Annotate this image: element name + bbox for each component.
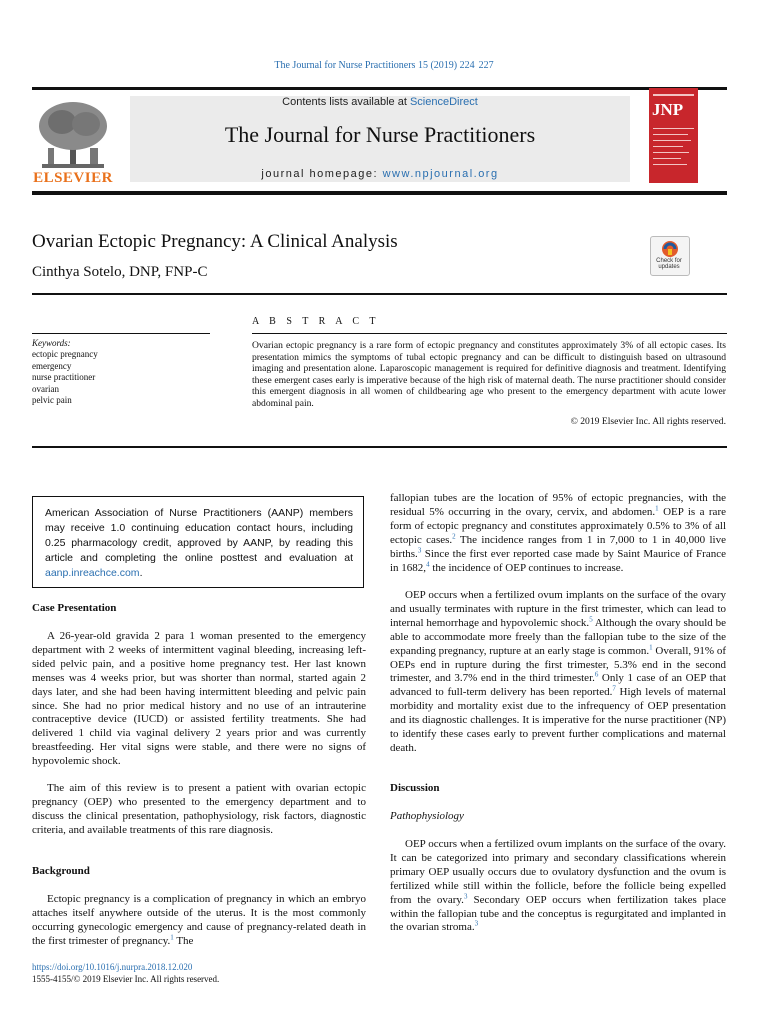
citation-ref[interactable]: 2	[452, 532, 456, 541]
keyword[interactable]: ovarian	[32, 383, 59, 394]
aanp-ce-end: .	[139, 567, 143, 579]
citation-ref[interactable]: 1	[655, 504, 659, 513]
citation-ref[interactable]: 3	[463, 891, 468, 900]
aanp-ce-body: American Association of Nurse Practitioners (AANP) members may receive 1.0 continuing education contact hours, including 0.25 pharmacology credit, approved by AANP, by reading this article and completing the online posttest and evaluation at	[45, 507, 353, 564]
case-paragraph-2: The aim of this review is to present a patient with ovarian ectopic pregnancy (OEP) who presented to the emergency department and to discuss the clinical presentation, pathophysiology, risk factors, diagnostic criteria, and available treatments of this rare diagnosis.	[32, 782, 366, 836]
intro-paragraph-1	[390, 492, 726, 575]
check-updates-icon	[651, 237, 689, 259]
article-title: Ovarian Ectopic Pregnancy: A Clinical Analysis	[32, 231, 398, 252]
doi-link[interactable]: https://doi.org/10.1016/j.nurpra.2018.12.020	[32, 962, 193, 972]
keyword[interactable]: pelvic pain	[32, 395, 72, 406]
header-bottom-rule	[32, 191, 727, 195]
citation-ref[interactable]: 6	[594, 670, 599, 679]
pathophysiology-paragraph-1	[390, 838, 726, 935]
homepage-prefix: journal homepage:	[261, 168, 383, 180]
check-updates-label: Check for updates	[656, 258, 682, 270]
para-text: OEP occurs when a fertilized ovum implants on the surface of the ovary. It can be categorized into primary and secondary classifications wherein primary OEP usually occurs due to ovulatory dysfunction and the ovum is fertilized while still within the follicle, before the follicle being expelled from the ovary.	[390, 838, 726, 906]
journal-citation[interactable]: The Journal for Nurse Practitioners 15 (2019) 224 227	[274, 60, 494, 71]
citation-ref[interactable]: 5	[589, 615, 593, 624]
abstract-rule	[252, 333, 727, 334]
cover-jnp-text: JNP	[652, 100, 684, 119]
para-text: Secondary OEP occurs when fertilization takes place within the fallopian tube and the conceptus is regurgitated and implanted in the ovarian stroma.	[390, 893, 726, 934]
contents-line	[130, 96, 630, 108]
citation-ref[interactable]: 3	[417, 545, 422, 554]
abstract-copyright: © 2019 Elsevier Inc. All rights reserved.	[570, 416, 726, 427]
background-paragraph-1	[32, 893, 366, 949]
sciencedirect-link[interactable]: ScienceDirect	[409, 96, 478, 108]
elsevier-wordmark: ELSEVIER	[33, 170, 113, 186]
para-text: The incidence ranges from 1 in 7,000 to 1 in 40,000 live births.	[390, 533, 726, 560]
journal-homepage	[130, 168, 630, 180]
intro-paragraph-2	[390, 589, 726, 756]
contents-prefix: Contents lists available at	[282, 96, 410, 108]
para-text: High levels of maternal morbidity and mortality exist due to the infrequency of OEP presentation and its diagnostic challenges. It is imperative for the nurse practitioner (NP) to identify these cases early to prevent further complications and maternal death.	[390, 686, 726, 754]
keyword[interactable]: ectopic pregnancy	[32, 349, 98, 359]
citation-ref[interactable]: 3	[474, 919, 479, 928]
section-heading-background: Background	[32, 865, 90, 877]
keywords-list	[32, 349, 98, 407]
citation-ref[interactable]: 4	[426, 559, 430, 568]
para-text: fallopian tubes are the location of 95% of ectopic pregnancies, with the residual 5% occurring in the ovary, cervix, and abdomen.	[390, 492, 726, 518]
homepage-link[interactable]: www.npjournal.org	[382, 168, 499, 180]
background-text: The	[173, 934, 194, 947]
citation-ref[interactable]: 7	[612, 684, 616, 693]
para-text: Although the ovary should be able to accommodate more freely than the fallopian tube to the size of the expanding pregnancy, rupture at an early stage is common.	[390, 616, 726, 657]
title-rule	[32, 293, 727, 295]
check-for-updates-button[interactable]	[650, 236, 690, 276]
aanp-ce-text	[45, 506, 353, 581]
para-text: Only 1 case of an OEP that advanced to full-term delivery has been reported.	[390, 672, 726, 699]
keyword[interactable]: nurse practitioner	[32, 372, 96, 383]
keywords-rule	[32, 333, 210, 334]
case-paragraph-1: A 26-year-old gravida 2 para 1 woman presented to the emergency department with 2 weeks of intermittent vaginal bleeding, increasing left-sided pelvic pain, and a positive home pregnancy test. Her last known menses was 4 weeks prior, but was shorter than normal, started again 2 days later, and she had been having intermittent bleeding and pelvic pain since. She had no prior medical history and no use of an intrauterine contraceptive device (IUCD) or assisted fertility treatments. She had delivered 1 child via vaginal delivery 2 years prior and was currently breastfeeding. Her vital signs were stable, and there were no signs of hypovolemic shock.	[32, 630, 366, 768]
header-top-rule	[32, 87, 727, 90]
aanp-ce-link[interactable]: aanp.inreachce.com	[45, 567, 140, 579]
para-text: OEP is a rare form of ectopic pregnancy and constitutes approximately 0.5% to 3% of all ectopic cases.	[390, 505, 726, 546]
para-text: the incidence of OEP continues to increase.	[429, 561, 624, 574]
abstract-heading: A B S T R A C T	[252, 316, 380, 327]
article-author[interactable]: Cinthya Sotelo, DNP, FNP-C	[32, 264, 208, 280]
keywords-heading: Keywords:	[32, 338, 71, 348]
journal-title: The Journal for Nurse Practitioners	[224, 122, 536, 147]
keyword[interactable]: emergency	[32, 360, 72, 371]
section-heading-case: Case Presentation	[32, 602, 117, 614]
section-heading-discussion: Discussion	[390, 782, 440, 794]
para-text: Since the first ever reported case made by Saint Maurice of France in 1682,	[390, 547, 726, 574]
background-text: Ectopic pregnancy is a complication of pregnancy in which an embryo attaches itself anywhere outside of the uterus. It is the most commonly occurring gynecologic emergency and cause of pregnancy-related death in the first trimester of pregnancy.	[32, 893, 366, 947]
citation-ref[interactable]: 1	[649, 642, 653, 651]
citation-ref[interactable]: 1	[170, 933, 174, 942]
para-text: Overall, 91% of OEPs end in rupture during the first trimester, 5.3% end in the second trimester, and 3.7% end in the third trimester.	[390, 644, 727, 685]
abstract-text: Ovarian ectopic pregnancy is a rare form of ectopic pregnancy and constitutes approximately 3% of all ectopic cases. Its presentation mimics the symptoms of tubal ectopic pregnancy and can be difficult to distinguish based on ultrasound imaging and presentation alone. Laparoscopic management is required for definitive diagnosis and treatment. Identifying these emergent cases early is imperative because of the high risk of maternal death. The nurse practitioner should consider this emergent diagnosis in all women of childbearing age who present to the emergency department with acute lower abdominal pain.	[252, 340, 726, 409]
abstract-bottom-rule	[32, 446, 727, 448]
subsection-heading-pathophysiology: Pathophysiology	[390, 810, 464, 822]
issn-copyright: 1555-4155/© 2019 Elsevier Inc. All rights reserved.	[32, 974, 220, 984]
para-text: OEP occurs when a fertilized ovum implants on the surface of the ovary and usually terminates with rupture in the first trimester, which can lead to internal hemorrhage and hypovolemic shock.	[390, 589, 726, 629]
